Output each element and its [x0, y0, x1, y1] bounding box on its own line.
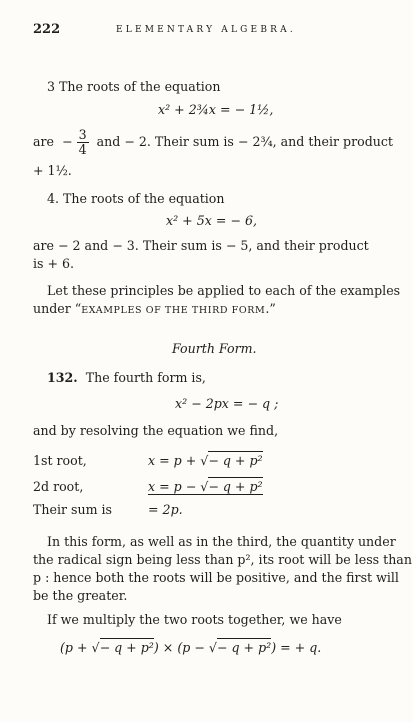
para1-line2: under “EXAMPLES OF THE THIRD FORM.” [33, 301, 276, 316]
section-intro: 132. The fourth form is, [47, 370, 206, 385]
root1-expression: x = p + √− q + p² [148, 453, 263, 468]
root2-expression: x = p − √− q + p² [148, 479, 263, 494]
running-title: ELEMENTARY ALGEBRA. [116, 25, 296, 35]
para1-line1: Let these principles be applied to each of the examples [47, 283, 401, 298]
section-number: 132. [47, 370, 78, 385]
ex3-intro: 3 The roots of the equation [47, 79, 221, 94]
fraction-denominator: 4 [78, 142, 87, 157]
ex3-tail: and − 2. Their sum is − 2¾, and their product [96, 134, 393, 149]
ex4-equation: x² + 5x = − 6, [166, 213, 257, 228]
page-number: 222 [33, 22, 61, 37]
resolve-line: and by resolving the equation we find, [33, 423, 279, 438]
sum-value: = 2p. [148, 502, 183, 517]
fraction-three-quarters [77, 128, 89, 157]
ex3-are: are [33, 134, 54, 149]
para2-line1: In this form, as well as in the third, the quantity under [47, 534, 396, 549]
ex3-product: + 1½. [33, 163, 72, 178]
section-heading: Fourth Form. [172, 341, 257, 356]
para2-line3: p : hence both the roots will be positive, and the first will [33, 570, 399, 585]
root1-label: 1st root, [33, 453, 87, 468]
ex3-equation: x² + 2¾x = − 1½, [158, 102, 274, 117]
ex4-line1: are − 2 and − 3. Their sum is − 5, and their product [33, 238, 369, 253]
sum-label: Their sum is [33, 502, 113, 517]
small-caps-text: EXAMPLES OF THE THIRD FORM [81, 305, 266, 316]
product-equation: (p + √− q + p²) × (p − √− q + p²) = + q. [60, 640, 322, 655]
root2-label: 2d root, [33, 479, 84, 494]
para2-line4: be the greater. [33, 588, 128, 603]
para3-line1: If we multiply the two roots together, we have [47, 612, 342, 627]
ex4-line2: is + 6. [33, 256, 75, 271]
fourth-form-equation: x² − 2px = − q ; [175, 396, 279, 411]
ex3-minus: − [62, 134, 73, 149]
para2-line2: the radical sign being less than p², its root will be less than [33, 552, 412, 567]
fraction-numerator: 3 [78, 127, 87, 142]
ex3-line [33, 128, 393, 157]
ex4-intro: 4. The roots of the equation [47, 191, 225, 206]
